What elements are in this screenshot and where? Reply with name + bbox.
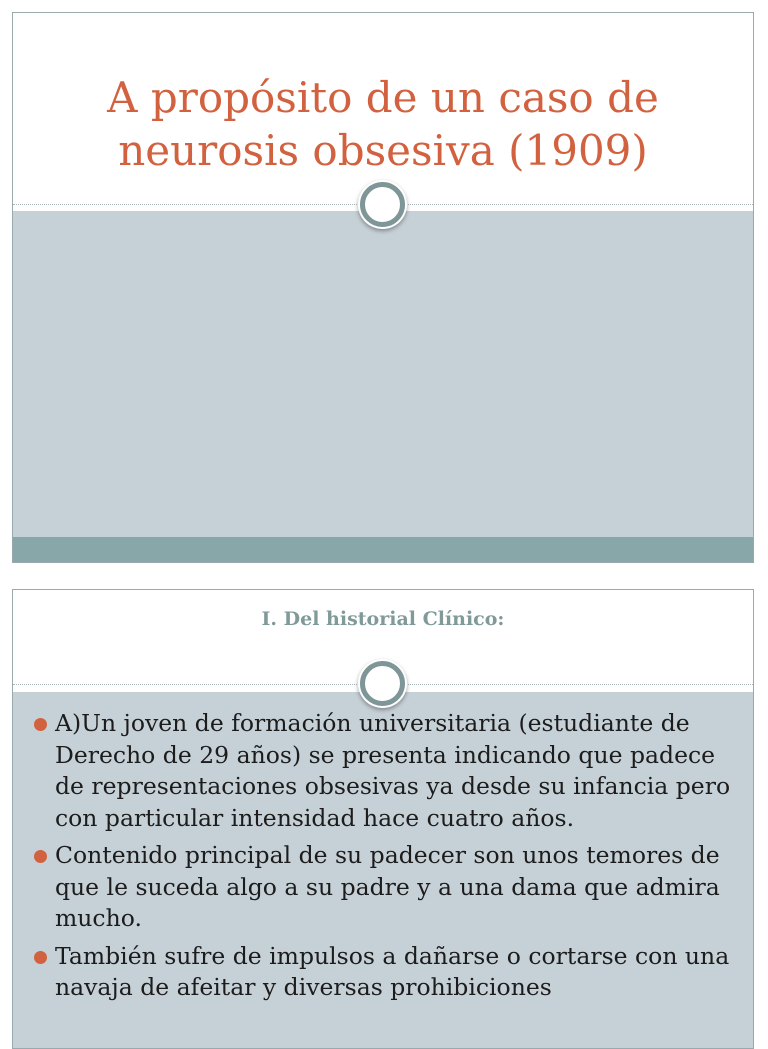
bullet-list bbox=[33, 708, 733, 1010]
bullet-item bbox=[33, 708, 733, 834]
section-title: I. Del historial Clínico: bbox=[261, 608, 505, 630]
content-band bbox=[13, 211, 753, 537]
slide-2 bbox=[12, 589, 754, 1049]
bullet-item bbox=[33, 941, 733, 1004]
title-line-1: A propósito de un caso de bbox=[107, 73, 659, 122]
bullet-dot-icon bbox=[34, 850, 47, 863]
slide-1 bbox=[12, 12, 754, 563]
bullet-text: A)Un joven de formación universitaria (estudiante de Derecho de 29 años) se presenta indicando que padece de representaciones obsesivas ya desde su infancia pero con particular intensidad hace cuatro años. bbox=[55, 709, 731, 832]
ring-ornament-icon bbox=[360, 182, 405, 227]
bullet-text: Contenido principal de su padecer son unos temores de que le suceda algo a su padre y a una dama que admira mucho. bbox=[55, 841, 720, 932]
bullet-text: También sufre de impulsos a dañarse o cortarse con una navaja de afeitar y diversas prohibiciones bbox=[55, 941, 730, 1001]
title-line-2: neurosis obsesiva (1909) bbox=[118, 126, 648, 175]
ring-ornament-icon bbox=[360, 661, 405, 706]
bullet-dot-icon bbox=[34, 951, 47, 964]
footer-band bbox=[13, 537, 753, 563]
bullet-dot-icon bbox=[34, 718, 47, 731]
bullet-item bbox=[33, 840, 733, 935]
title-area bbox=[13, 13, 753, 204]
slide-title bbox=[13, 71, 753, 177]
